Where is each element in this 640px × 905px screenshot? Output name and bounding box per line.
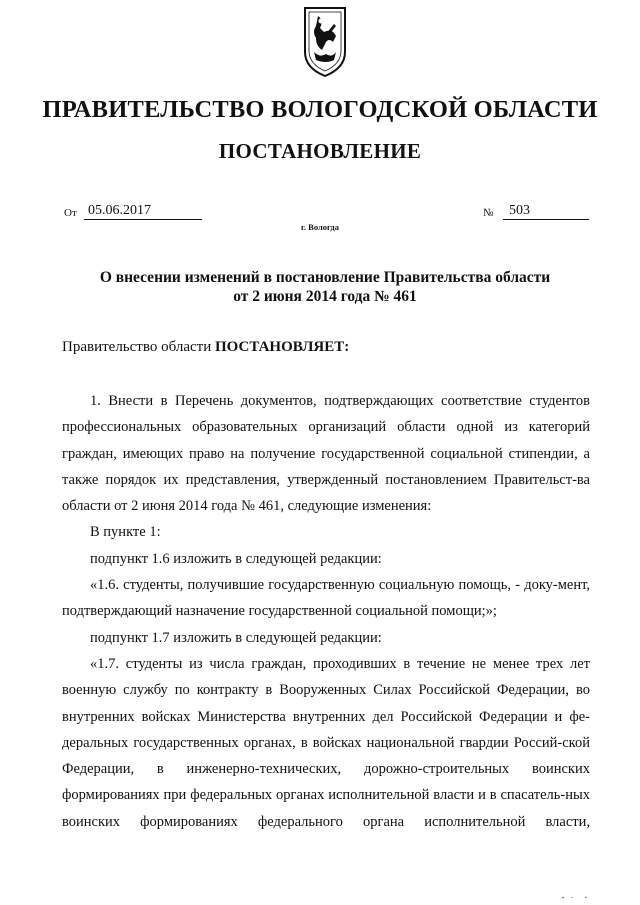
authority-title: ПРАВИТЕЛЬСТВО ВОЛОГОДСКОЙ ОБЛАСТИ [42, 96, 598, 123]
paragraph-6: «1.7. студенты из числа граждан, проходивших в течение не менее трех лет военную службу по контракту в Вооруженных Силах Российской Федерации, во внутренних войсках Министерства внутренних дел Российской Федерации и фе-деральных государственных органах, в войсках национальной гвардии Россий-ской Федерации, в инженерно-технических, дорожно-строительных воинских формированиях при федеральных органах исполнительной власти и в спасатель-ных воинских формированиях федерального органа исполнительной власти, [62, 655, 590, 830]
subject-line-2: от 2 июня 2014 года № 461 [233, 288, 417, 305]
paragraph-3: подпункт 1.6 изложить в следующей редакции: [90, 550, 382, 567]
document-date: 05.06.2017 [84, 202, 202, 220]
document-number: 503 [503, 202, 589, 220]
paragraph-2: В пункте 1: [90, 524, 161, 541]
paragraph-4: «1.6. студенты, получившие государственную социальную помощь, - доку-мент, подтверждающий назначение государственной социальной помощи;»; [62, 577, 590, 620]
number-label: № [483, 207, 494, 219]
coat-of-arms-emblem [302, 6, 348, 78]
city-name: г. Вологда [301, 222, 339, 232]
scan-artifact [560, 896, 600, 899]
document-subject [60, 268, 590, 306]
paragraph-5: подпункт 1.7 изложить в следующей редакции: [90, 629, 382, 646]
date-label: От [64, 207, 77, 219]
paragraph-1: 1. Внести в Перечень документов, подтверждающих соответствие студентов профессиональных образовательных организаций области одной из категорий граждан, имеющих право на получение государственной социальной стипендии, а также порядок их представления, утвержденный постановлением Правительст-ва области от 2 июня 2014 года № 461, следующие изменения: [62, 393, 590, 515]
preamble [62, 339, 349, 356]
subject-line-1: О внесении изменений в постановление Правительства области [99, 269, 551, 286]
preamble-text: Правительство области [62, 339, 215, 355]
preamble-decree-word: ПОСТАНОВЛЯЕТ: [214, 339, 350, 355]
document-type: ПОСТАНОВЛЕНИЕ [218, 139, 422, 163]
document-body [62, 388, 590, 835]
